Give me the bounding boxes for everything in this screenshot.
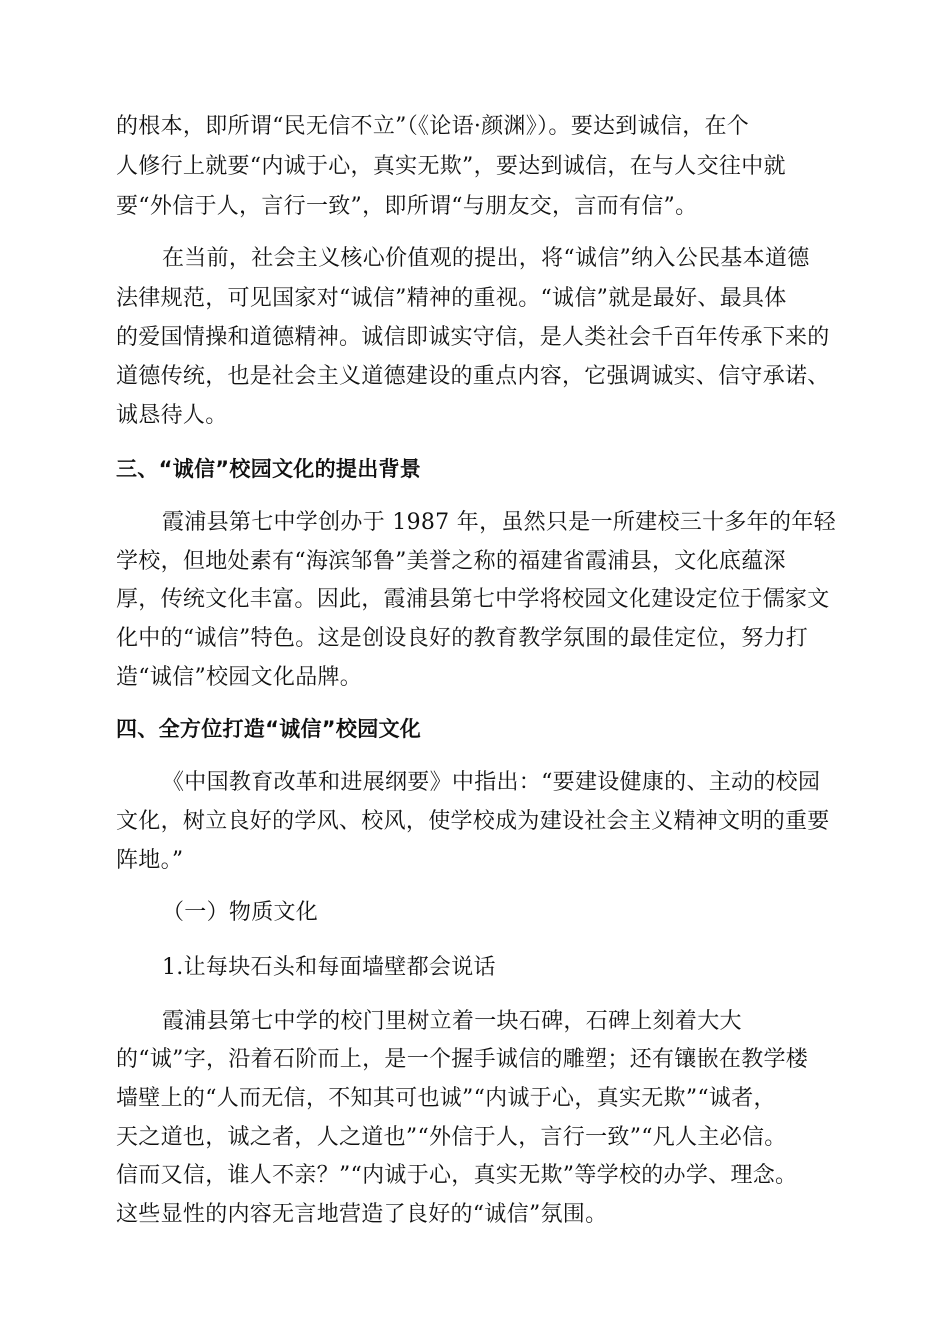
paragraph-3-line-3: 厚，传统文化丰富。因此，霞浦县第七中学将校园文化建设定位于儒家文: [116, 587, 830, 612]
section-heading-4: 四、全方位打造“诚信”校园文化: [116, 717, 422, 741]
paragraph-2-line-4: 道德传统，也是社会主义道德建设的重点内容，它强调诚实、信守承诺、: [116, 364, 830, 389]
paragraph-4-line-2: 文化，树立良好的学风、校风，使学校成为建设社会主义精神文明的重要: [116, 809, 830, 834]
subheading-stones-and-walls: 1.让每块石头和每面墙壁都会说话: [162, 955, 496, 980]
paragraph-3-line-4: 化中的“诚信”特色。这是创设良好的教育教学氛围的最佳定位，努力打: [116, 626, 809, 651]
paragraph-5-line-6: 这些显性的内容无言地营造了良好的“诚信”氛围。: [116, 1202, 608, 1227]
paragraph-1-line-1: 的根本，即所谓“民无信不立”（《论语·颜渊》）。要达到诚信，在个: [116, 114, 750, 139]
paragraph-2-line-3: 的爱国情操和道德精神。诚信即诚实守信，是人类社会千百年传承下来的: [116, 325, 830, 350]
paragraph-2-line-5: 诚恳待人。: [116, 403, 228, 428]
paragraph-3-line-1: 霞浦县第七中学创办于 1987 年，虽然只是一所建校三十多年的年轻: [162, 510, 836, 535]
paragraph-5-line-2: 的“诚”字，沿着石阶而上，是一个握手诚信的雕塑；还有镶嵌在教学楼: [116, 1047, 809, 1072]
paragraph-3-line-5: 造“诚信”校园文化品牌。: [116, 665, 363, 690]
paragraph-3-line-2: 学校，但地处素有“海滨邹鲁”美誉之称的福建省霞浦县，文化底蕴深: [116, 549, 786, 574]
paragraph-5-line-1: 霞浦县第七中学的校门里树立着一块石碑，石碑上刻着大大: [162, 1009, 742, 1034]
paragraph-5-line-5: 信而又信，谁人不亲？”“内诚于心，真实无欺”等学校的办学、理念。: [116, 1163, 798, 1188]
paragraph-2-line-2: 法律规范，可见国家对“诚信”精神的重视。“诚信”就是最好、最具体: [116, 286, 787, 311]
paragraph-4-line-1: 《中国教育改革和进展纲要》中指出：“要建设健康的、主动的校园: [162, 770, 821, 795]
paragraph-1-line-3: 要“外信于人，言行一致”，即所谓“与朋友交，言而有信”。: [116, 194, 698, 219]
paragraph-1-line-2: 人修行上就要“内诚于心，真实无欺”，要达到诚信，在与人交往中就: [116, 154, 786, 179]
subheading-material-culture: （一）物质文化: [162, 900, 319, 925]
paragraph-4-line-3: 阵地。”: [116, 848, 184, 873]
paragraph-5-line-4: 天之道也，诚之者，人之道也”“外信于人，言行一致”“凡人主必信。: [116, 1125, 787, 1150]
paragraph-5-line-3: 墙壁上的“人而无信，不知其可也诚”“内诚于心，真实无欺”“诚者，: [116, 1086, 776, 1111]
paragraph-2-line-1: 在当前，社会主义核心价值观的提出，将“诚信”纳入公民基本道德: [162, 246, 810, 271]
section-heading-3: 三、“诚信”校园文化的提出背景: [116, 457, 422, 481]
